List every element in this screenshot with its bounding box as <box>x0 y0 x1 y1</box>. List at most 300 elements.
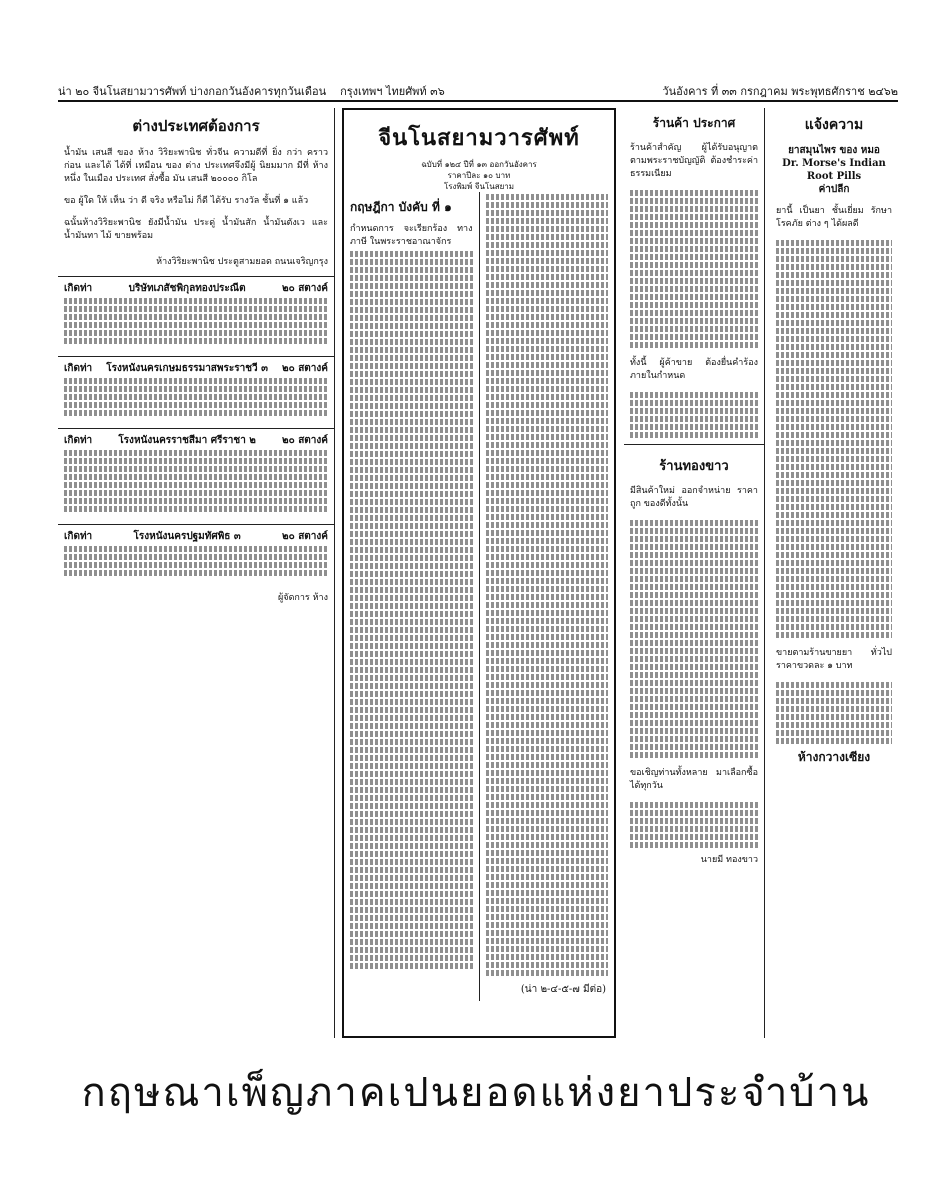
text-line <box>486 618 609 624</box>
notice <box>58 524 334 582</box>
text-line <box>350 883 473 889</box>
text-line <box>630 560 758 566</box>
text-line <box>776 368 892 374</box>
text-line <box>350 667 473 673</box>
text-line <box>630 688 758 694</box>
paragraph: ยานี้ เป็นยา ชั้นเยี่ยม รักษาโรคภัย ต่าง ๆ ได้ผลดี <box>776 206 892 229</box>
text-line <box>64 554 328 560</box>
text-line <box>486 594 609 600</box>
text-line <box>486 434 609 440</box>
masthead-sub: โรงพิมพ์ จีนโนสยาม <box>443 182 515 191</box>
text-line <box>630 270 758 276</box>
text-line <box>776 488 892 494</box>
text-line <box>486 250 609 256</box>
text-line <box>350 851 473 857</box>
text-line <box>350 875 473 881</box>
text-line <box>350 955 473 961</box>
text-line <box>776 384 892 390</box>
text-line <box>630 528 758 534</box>
text-line <box>630 834 758 840</box>
paragraph: ขอเชิญท่านทั้งหลาย มาเลือกซื้อได้ทุกวัน <box>630 768 758 791</box>
text-line <box>486 194 609 200</box>
text-line <box>486 490 609 496</box>
text-line <box>350 419 473 425</box>
text-line <box>776 584 892 590</box>
text-line <box>486 698 609 704</box>
text-line <box>630 326 758 332</box>
text-line <box>486 450 609 456</box>
text-line <box>486 898 609 904</box>
text-line <box>486 274 609 280</box>
text-line <box>350 683 473 689</box>
paragraph: มีสินค้าใหม่ ออกจำหน่าย ราคาถูก ของดีทั้งนั้น <box>630 486 758 509</box>
text-line <box>486 546 609 552</box>
column-masthead <box>342 108 616 1038</box>
text-line <box>776 714 892 720</box>
text-line <box>350 371 473 377</box>
text-line <box>486 514 609 520</box>
text-line <box>350 251 473 257</box>
text-line <box>486 954 609 960</box>
text-line <box>486 746 609 752</box>
text-line <box>776 440 892 446</box>
text-line <box>630 392 758 398</box>
text-line <box>630 302 758 308</box>
text-line <box>630 278 758 284</box>
text-line <box>776 560 892 566</box>
text-line <box>64 378 328 384</box>
header-left: น่า ๒๐ จีนโนสยามวารศัพท์ บ่างกอกวันอังคารทุกวันเดือน <box>58 85 327 98</box>
text-line <box>350 843 473 849</box>
text-line <box>486 346 609 352</box>
text-line <box>776 256 892 262</box>
text-line <box>350 627 473 633</box>
text-line <box>350 547 473 553</box>
text-line <box>776 456 892 462</box>
text-line <box>486 498 609 504</box>
text-line <box>350 611 473 617</box>
text-line <box>486 538 609 544</box>
text-line <box>350 379 473 385</box>
text-line <box>486 730 609 736</box>
text-line <box>776 280 892 286</box>
text-line <box>350 499 473 505</box>
paragraph: ร้านค้าสำคัญ ผู้ได้รับอนุญาต ตามพระราชบัญญัติ ต้องชำระค่าธรรมเนียม <box>630 143 758 179</box>
text-line <box>776 608 892 614</box>
text-line <box>486 634 609 640</box>
text-line <box>486 674 609 680</box>
text-line <box>630 842 758 848</box>
text-line <box>64 482 328 488</box>
text-line <box>630 728 758 734</box>
paragraph: ขอ ผู้ใด ให้ เห็น ว่า ดี จริง หรือไม่ ก็ดี ได้รับ รางวัล ชั้นที่ ๑ แล้ว <box>64 196 309 206</box>
text-line <box>350 363 473 369</box>
text-line <box>776 616 892 622</box>
text-line <box>776 296 892 302</box>
text-line <box>64 330 328 336</box>
text-line <box>630 536 758 542</box>
text-line <box>776 376 892 382</box>
text-line <box>776 392 892 398</box>
masthead-sub: ฉบับที่ ๑๒๔ ปีที่ ๑๓ ออกวันอังคาร <box>421 160 537 169</box>
text-line <box>350 587 473 593</box>
text-line <box>350 491 473 497</box>
text-line <box>486 850 609 856</box>
text-line <box>350 523 473 529</box>
text-line <box>630 294 758 300</box>
notice-label: เกิดท่า <box>64 435 93 446</box>
text-line <box>486 658 609 664</box>
newspaper-page <box>58 82 898 1042</box>
text-line <box>486 314 609 320</box>
text-line <box>350 779 473 785</box>
text-line <box>486 410 609 416</box>
text-line <box>486 938 609 944</box>
text-line <box>776 722 892 728</box>
text-line <box>630 826 758 832</box>
text-line <box>64 450 328 456</box>
text-line <box>630 416 758 422</box>
text-line <box>350 771 473 777</box>
text-line <box>486 426 609 432</box>
text-line <box>486 506 609 512</box>
text-line <box>776 272 892 278</box>
text-line <box>486 602 609 608</box>
text-line <box>486 466 609 472</box>
text-line <box>486 442 609 448</box>
text-line <box>630 520 758 526</box>
notice-price: ๒๐ สตางค์ <box>282 531 328 542</box>
text-line <box>350 795 473 801</box>
text-line <box>486 234 609 240</box>
text-line <box>350 387 473 393</box>
text-line <box>486 322 609 328</box>
text-line <box>486 458 609 464</box>
text-line <box>630 696 758 702</box>
text-line <box>776 248 892 254</box>
text-line <box>630 672 758 678</box>
text-line <box>350 891 473 897</box>
text-line <box>64 410 328 416</box>
text-line <box>486 970 609 976</box>
notice-price: ๒๐ สตางค์ <box>282 283 328 294</box>
text-line <box>630 720 758 726</box>
text-line <box>486 530 609 536</box>
text-line <box>776 536 892 542</box>
column-advertisement <box>770 108 898 1038</box>
paragraph: ขายตามร้านขายยา ทั่วไป ราคาขวดละ ๑ บาท <box>776 648 892 671</box>
column-title: ร้านค้า ประกาศ <box>652 116 736 130</box>
text-line <box>350 555 473 561</box>
text-line <box>486 210 609 216</box>
text-line <box>776 552 892 558</box>
text-line <box>350 659 473 665</box>
text-line <box>630 408 758 414</box>
text-line <box>64 466 328 472</box>
text-line <box>776 496 892 502</box>
text-line <box>776 690 892 696</box>
text-line <box>64 506 328 512</box>
text-line <box>486 218 609 224</box>
text-line <box>776 416 892 422</box>
text-line <box>630 648 758 654</box>
text-line <box>486 914 609 920</box>
text-line <box>486 650 609 656</box>
text-line <box>350 811 473 817</box>
text-line <box>350 283 473 289</box>
text-line <box>630 214 758 220</box>
text-line <box>486 474 609 480</box>
text-line <box>486 810 609 816</box>
text-line <box>350 507 473 513</box>
notice-price: ๒๐ สตางค์ <box>282 363 328 374</box>
text-line <box>64 498 328 504</box>
gazette-columns <box>344 192 614 1001</box>
text-line <box>486 226 609 232</box>
notice-price: ๒๐ สตางค์ <box>282 435 328 446</box>
text-line <box>630 640 758 646</box>
text-line <box>350 395 473 401</box>
text-line <box>64 298 328 304</box>
text-line <box>350 307 473 313</box>
text-line <box>630 238 758 244</box>
text-line <box>486 930 609 936</box>
notice <box>58 276 334 350</box>
text-line <box>350 859 473 865</box>
text-line <box>486 642 609 648</box>
text-line <box>630 664 758 670</box>
text-line <box>630 736 758 742</box>
text-line <box>350 675 473 681</box>
text-line <box>776 240 892 246</box>
text-line <box>486 298 609 304</box>
text-line <box>486 266 609 272</box>
text-line <box>350 483 473 489</box>
text-line <box>630 632 758 638</box>
text-line <box>776 264 892 270</box>
text-line <box>350 339 473 345</box>
text-line <box>486 338 609 344</box>
notice-name: โรงหนังนครเกษมธรรมาสพระราชวี ๓ <box>106 363 268 374</box>
text-line <box>486 354 609 360</box>
text-line <box>630 286 758 292</box>
text-line <box>64 386 328 392</box>
text-line <box>776 730 892 736</box>
text-line <box>486 882 609 888</box>
text-line <box>350 635 473 641</box>
text-line <box>486 826 609 832</box>
text-line <box>486 562 609 568</box>
text-line <box>350 699 473 705</box>
text-line <box>486 818 609 824</box>
text-line <box>350 531 473 537</box>
text-line <box>630 752 758 758</box>
text-line <box>350 723 473 729</box>
text-line <box>630 552 758 558</box>
ad-line: ยาสมุนไพร ของ หมอ <box>788 145 880 156</box>
text-line <box>630 608 758 614</box>
text-line <box>630 656 758 662</box>
text-line <box>630 310 758 316</box>
text-line <box>776 698 892 704</box>
text-line <box>486 626 609 632</box>
text-line <box>776 336 892 342</box>
section-title: ร้านทองขาว <box>659 459 729 474</box>
text-line <box>64 474 328 480</box>
text-line <box>486 890 609 896</box>
text-line <box>486 282 609 288</box>
text-line <box>350 763 473 769</box>
text-line <box>486 858 609 864</box>
text-line <box>486 778 609 784</box>
notice-name: โรงหนังนครปฐมทัศพิธ ๓ <box>133 531 241 542</box>
signature: ห้างกวางเซียง <box>797 750 871 764</box>
text-line <box>350 963 473 969</box>
text-line <box>350 515 473 521</box>
bottom-banner: กฤษณาเพ็ญภาคเปนยอดแห่งยาประจำบ้าน <box>81 1070 871 1116</box>
text-line <box>350 827 473 833</box>
text-line <box>64 338 328 344</box>
text-line <box>630 544 758 550</box>
text-line <box>776 464 892 470</box>
text-line <box>630 600 758 606</box>
text-line <box>486 682 609 688</box>
header-middle: กรุงเทพฯ ไทยศัพท์ ๓๖ <box>340 85 445 98</box>
text-line <box>350 451 473 457</box>
text-line <box>630 424 758 430</box>
text-line <box>630 802 758 808</box>
text-line <box>350 435 473 441</box>
text-line <box>630 576 758 582</box>
gazette-subtitle: กำหนดการ จะเรียกร้อง ทางภาษี ในพระราชอาณาจักร <box>350 224 473 247</box>
text-line <box>350 563 473 569</box>
text-line <box>350 691 473 697</box>
text-line <box>630 190 758 196</box>
text-line <box>350 787 473 793</box>
text-line <box>64 490 328 496</box>
text-line <box>630 198 758 204</box>
text-line <box>486 362 609 368</box>
text-line <box>486 258 609 264</box>
text-line <box>486 770 609 776</box>
text-line <box>486 754 609 760</box>
notice <box>58 356 334 422</box>
text-line <box>630 254 758 260</box>
text-line <box>350 755 473 761</box>
text-line <box>64 314 328 320</box>
text-line <box>630 568 758 574</box>
text-line <box>486 578 609 584</box>
text-line <box>486 802 609 808</box>
signature: ห้างวิริยะพานิช ประตูสามยอด ถนนเจริญกรุง <box>156 257 328 267</box>
text-line <box>486 394 609 400</box>
text-line <box>350 299 473 305</box>
text-line <box>776 328 892 334</box>
text-line <box>776 600 892 606</box>
text-line <box>486 402 609 408</box>
text-line <box>350 819 473 825</box>
text-line <box>64 562 328 568</box>
text-line <box>350 291 473 297</box>
text-line <box>350 331 473 337</box>
text-line <box>630 334 758 340</box>
paragraph: น้ำมัน เสนสี ของ ห้าง วิริยะพานิช ทั่วจีน ความดีที่ ยิ่ง กว่า คราว ก่อน และได้ ได้ที่ เหมือน ของ ต่าง ประเทศจึงมีผู้ นิยมมาก มีที่ ห้าง หนึ่ง ในเมือง ประเทศ สั่งซื้อ มัน เสนสี ๒๐๐๐๐ กิโล <box>64 148 328 184</box>
notice-label: เกิดท่า <box>64 363 93 374</box>
column-shop-notices <box>624 108 765 1038</box>
text-line <box>776 408 892 414</box>
text-line <box>350 403 473 409</box>
text-line <box>486 906 609 912</box>
text-line <box>486 866 609 872</box>
text-line <box>486 794 609 800</box>
text-line <box>350 803 473 809</box>
text-line <box>776 706 892 712</box>
text-line <box>350 931 473 937</box>
text-line <box>350 475 473 481</box>
text-line <box>486 666 609 672</box>
text-line <box>630 624 758 630</box>
text-line <box>350 739 473 745</box>
text-line <box>630 592 758 598</box>
ad-line: ค่าปลีก <box>818 184 850 195</box>
text-line <box>64 306 328 312</box>
text-line <box>64 458 328 464</box>
text-line <box>350 915 473 921</box>
text-line <box>776 400 892 406</box>
text-line <box>64 570 328 576</box>
text-line <box>486 946 609 952</box>
text-line <box>486 330 609 336</box>
text-line <box>350 867 473 873</box>
text-line <box>350 643 473 649</box>
text-line <box>630 712 758 718</box>
text-line <box>486 370 609 376</box>
text-line <box>776 682 892 688</box>
text-line <box>350 275 473 281</box>
text-line <box>486 714 609 720</box>
text-line <box>486 706 609 712</box>
ad-line: Root Pills <box>806 171 862 182</box>
text-line <box>350 427 473 433</box>
text-line <box>486 834 609 840</box>
text-line <box>350 579 473 585</box>
text-line <box>630 818 758 824</box>
text-line <box>486 738 609 744</box>
text-line <box>776 568 892 574</box>
masthead: จีนโนสยามวารศัพท์ <box>378 125 580 151</box>
text-line <box>486 290 609 296</box>
text-line <box>486 786 609 792</box>
text-line <box>776 344 892 350</box>
text-line <box>350 835 473 841</box>
text-line <box>350 747 473 753</box>
column-foreign-demand <box>58 108 335 1038</box>
paragraph: ทั้งนี้ ผู้ค้าขาย ต้องยื่นคำร้อง ภายในกำหนด <box>630 358 758 381</box>
text-line <box>486 482 609 488</box>
gazette-title: กฤษฎีกา บังคับ ที่ ๑ <box>350 200 452 214</box>
text-line <box>350 651 473 657</box>
text-line <box>630 704 758 710</box>
text-line <box>776 472 892 478</box>
text-line <box>350 595 473 601</box>
text-line <box>776 312 892 318</box>
bottom-note: ผู้จัดการ ห้าง <box>278 593 328 603</box>
text-line <box>630 206 758 212</box>
text-line <box>486 554 609 560</box>
notice-label: เกิดท่า <box>64 283 93 294</box>
text-line <box>486 922 609 928</box>
text-line <box>630 616 758 622</box>
